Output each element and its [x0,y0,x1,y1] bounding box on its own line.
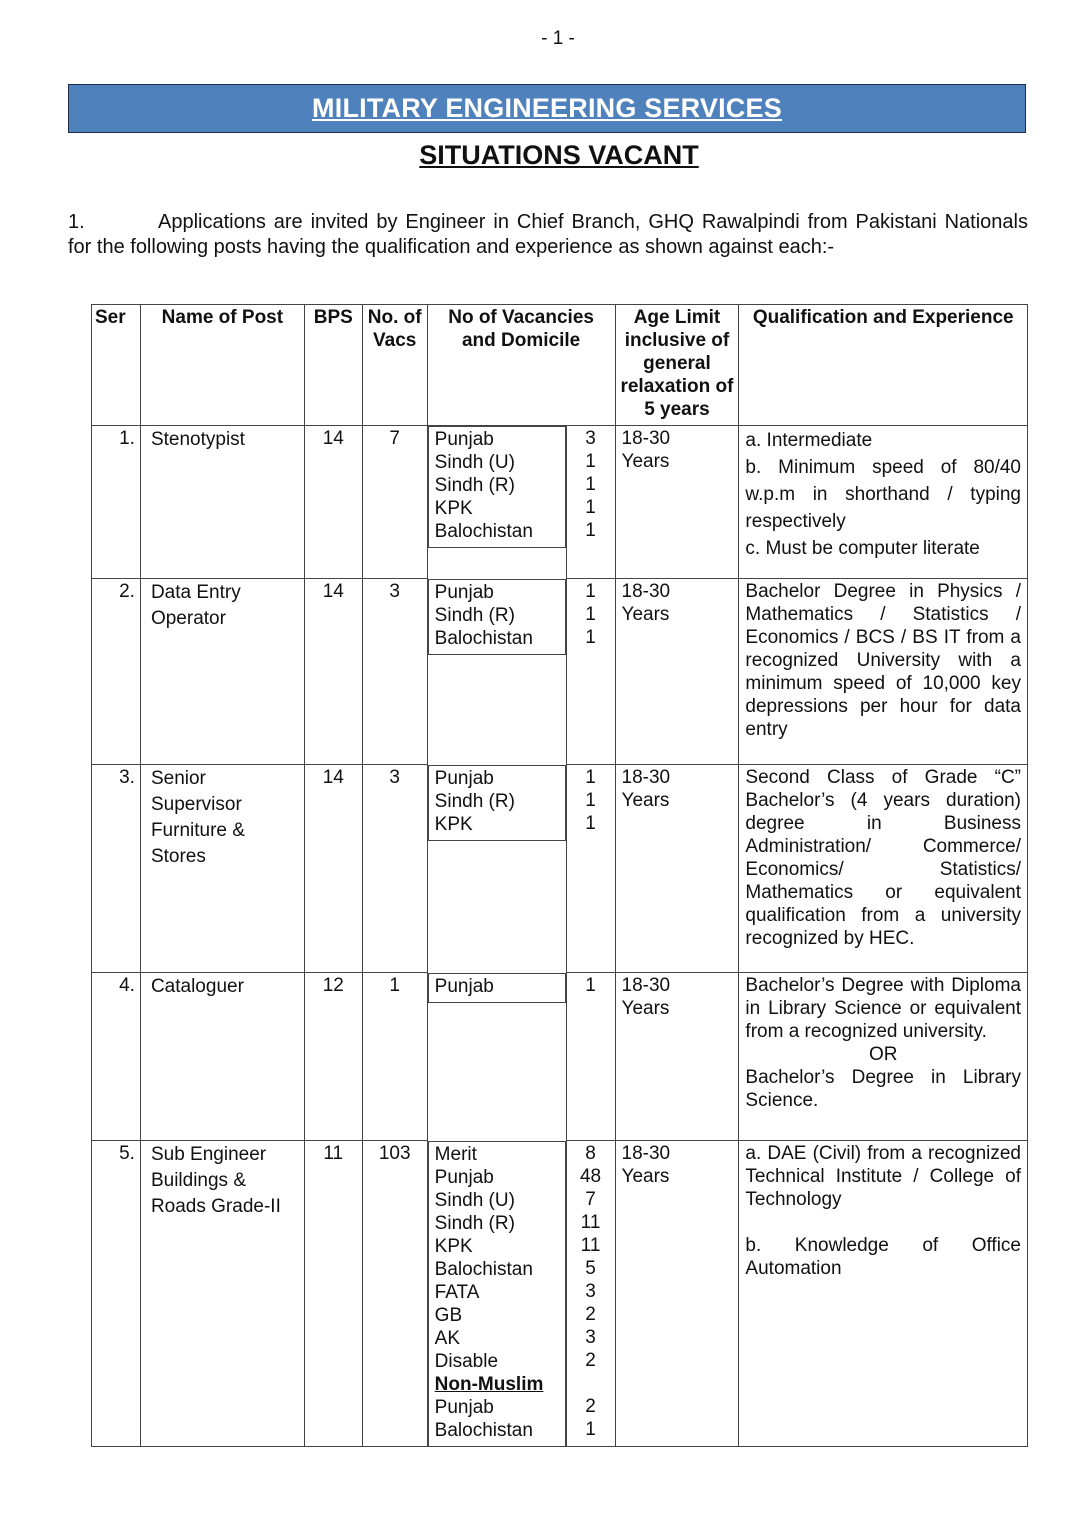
qualification-line: b. Knowledge of Office Automation [745,1235,1021,1279]
cell-age: 18-30 Years [615,973,739,1141]
page-number: - 1 - [541,28,575,49]
table-header-row [92,305,1028,426]
qualification-line: Second Class of Grade “C” Bachelor’s (4 years duration) degree in Business Administration/ Commerce/ Economics/ Statistics/ Mathematics or equivalent qualification from a university recognized by HEC. [745,767,1021,949]
count-item: 2 [585,1304,596,1325]
cell-domiciles [428,973,566,1003]
count-item: 3 [585,1281,596,1302]
cell-counts [566,765,615,973]
domicile-item: Punjab [434,581,494,603]
domicile-item: Punjab [434,1166,494,1188]
count-item: 1 [585,581,596,602]
cell-ser: 5. [92,1141,141,1447]
domicile-item: Balochistan [434,521,533,542]
domicile-item: Sindh (R) [434,475,515,496]
cell-post: Senior Supervisor Furniture & Stores [140,765,304,973]
cell-qualification [739,426,1028,579]
count-item: 2 [585,1396,596,1417]
table-row [92,1141,1028,1447]
domicile-item: KPK [434,813,473,835]
header-post: Name of Post [140,305,304,426]
cell-counts [566,579,615,765]
cell-post: Sub Engineer Buildings & Roads Grade-II [140,1141,304,1447]
domicile-item: Punjab [434,767,494,789]
cell-counts [566,426,615,579]
domicile-item: Balochistan [434,1419,533,1441]
intro-text: Applications are invited by Engineer in Chief Branch, GHQ Rawalpindi from Pakistani Nationals for the following posts having the qualification and experience as shown against each:- [68,211,1028,258]
cell-domiciles [428,1141,566,1447]
cell-post: Cataloguer [140,973,304,1141]
domicile-item: Sindh (R) [434,790,515,812]
domicile-item: Balochistan [434,1258,533,1280]
domicile-item: GB [434,1304,463,1326]
count-item: 7 [585,1189,596,1210]
domicile-item: AK [434,1327,461,1349]
qualification-line: Bachelor’s Degree with Diploma in Library Science or equivalent from a recognized university. [745,975,1021,1042]
cell-vacs: 7 [362,426,427,579]
count-item: 11 [580,1212,601,1233]
count-item: 3 [585,428,596,449]
table-row [92,426,1028,579]
vacancies-table [91,304,1028,1447]
qualification-line: Bachelor Degree in Physics / Mathematics / Statistics / Economics / BCS / BS IT from a recognized University with a minimum speed of 10,000 key depressions per hour for data entry [745,581,1021,740]
cell-counts [566,1141,615,1447]
qualification-line: Bachelor’s Degree in Library Science. [745,1067,1021,1111]
qualification-line: a. DAE (Civil) from a recognized Technical Institute / College of Technology [745,1143,1021,1210]
cell-ser: 3. [92,765,141,973]
header-bps: BPS [304,305,362,426]
cell-age: 18-30 Years [615,426,739,579]
banner-title: MILITARY ENGINEERING SERVICES [312,93,782,123]
cell-vacs: 1 [362,973,427,1141]
qualification-line: OR [868,1044,898,1065]
cell-post: Stenotypist [140,426,304,579]
count-item: 8 [585,1143,596,1164]
cell-vacs: 3 [362,765,427,973]
cell-ser: 4. [92,973,141,1141]
cell-vacs: 3 [362,579,427,765]
count-item: 11 [580,1235,601,1256]
domicile-item: Punjab [434,975,494,997]
header-ser: Ser [92,305,141,426]
intro-number: 1. [68,211,85,233]
page-subtitle: SITUATIONS VACANT [419,140,699,170]
header-qualification: Qualification and Experience [739,305,1028,426]
cell-post: Data Entry Operator [140,579,304,765]
domicile-item: Merit [434,1143,477,1165]
domicile-item: Non-Muslim [434,1373,544,1395]
cell-qualification [739,1141,1028,1447]
cell-vacs: 103 [362,1141,427,1447]
table-row [92,765,1028,973]
domicile-item: FATA [434,1281,480,1303]
cell-bps: 14 [304,579,362,765]
domicile-item: KPK [434,1235,473,1257]
cell-bps: 12 [304,973,362,1141]
cell-ser: 1. [92,426,141,579]
cell-qualification [739,765,1028,973]
count-item: 1 [585,975,596,996]
table-row [92,579,1028,765]
domicile-item: Balochistan [434,627,533,649]
count-item: 1 [585,497,596,518]
domicile-item: Sindh (U) [434,452,515,473]
qualification-line: c. Must be computer literate [745,538,980,559]
count-item: 48 [579,1166,602,1187]
intro-paragraph [68,210,1028,260]
cell-bps: 11 [304,1141,362,1447]
cell-age: 18-30 Years [615,579,739,765]
count-item: 2 [585,1350,596,1371]
cell-qualification [739,579,1028,765]
cell-ser: 2. [92,579,141,765]
header-vacs: No. of Vacs [362,305,427,426]
cell-age: 18-30 Years [615,765,739,973]
qualification-line: a. Intermediate [745,430,873,451]
qualification-line: b. Minimum speed of 80/40 w.p.m in shorthand / typing respectively [745,457,1021,532]
cell-domiciles [428,579,566,655]
domicile-item: Punjab [434,429,494,450]
cell-bps: 14 [304,765,362,973]
cell-domiciles [428,765,566,841]
domicile-item: Disable [434,1350,499,1372]
count-item: 1 [585,474,596,495]
domicile-item: KPK [434,498,473,519]
count-item: 1 [585,451,596,472]
title-banner [68,84,1026,133]
domicile-item: Sindh (R) [434,604,515,626]
cell-counts [566,973,615,1141]
count-item: 5 [585,1258,596,1279]
header-age: Age Limit inclusive of general relaxation of 5 years [615,305,739,426]
count-item: 1 [585,520,596,541]
count-item [573,1372,609,1395]
domicile-item: Sindh (R) [434,1212,515,1234]
count-item: 1 [585,813,596,834]
count-item: 1 [585,767,596,788]
count-item: 3 [585,1327,596,1348]
table-row [92,973,1028,1141]
cell-bps: 14 [304,426,362,579]
header-domicile: No of Vacancies and Domicile [427,305,615,426]
cell-domiciles [428,426,566,548]
count-item: 1 [585,790,596,811]
domicile-item: Punjab [434,1396,494,1418]
domicile-item: Sindh (U) [434,1189,515,1211]
count-item: 1 [585,604,596,625]
cell-age: 18-30 Years [615,1141,739,1447]
cell-qualification [739,973,1028,1141]
count-item: 1 [585,1419,596,1440]
count-item: 1 [585,627,596,648]
